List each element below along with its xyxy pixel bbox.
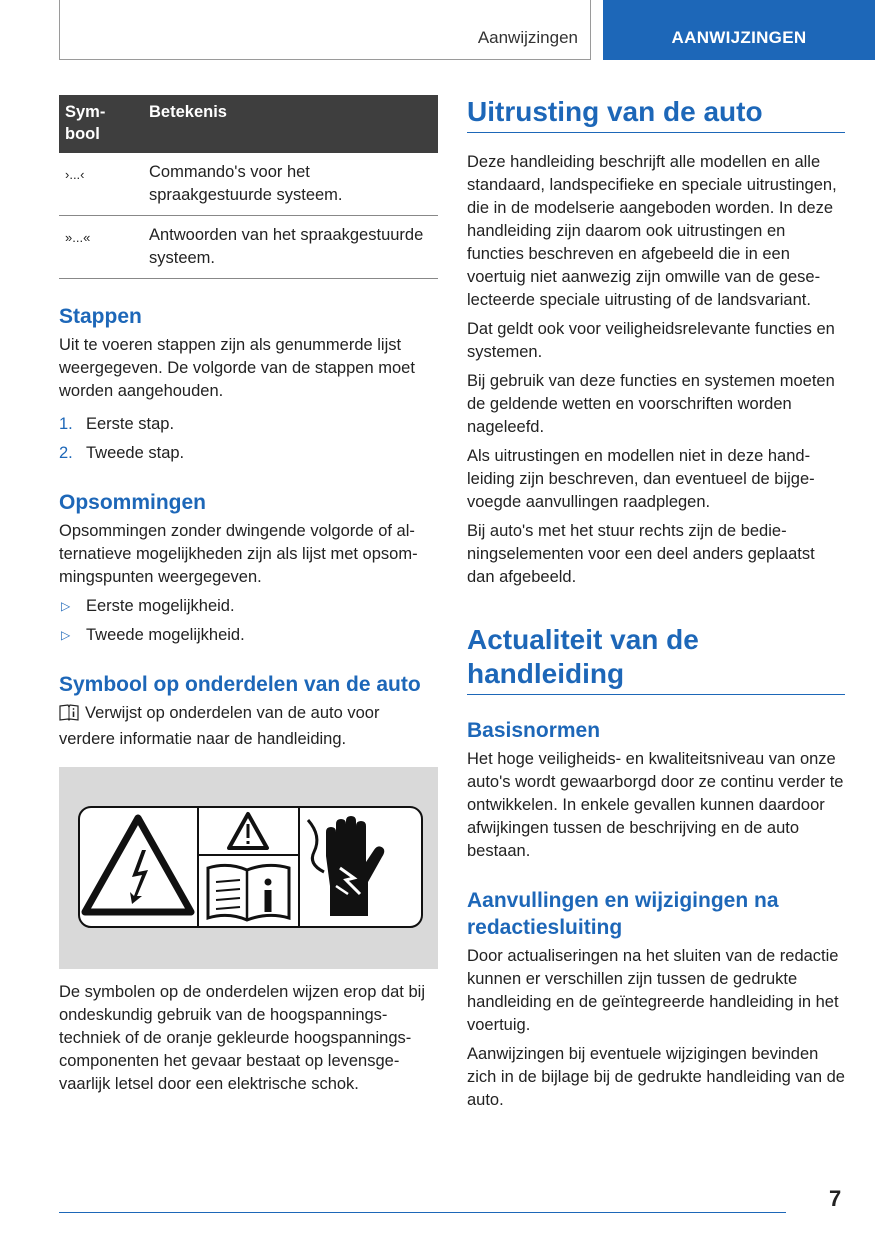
enumerations-intro: Opsommingen zonder dwingende volgorde of alternatieve mogelijkheden zijn als lijst met opsommingspunten weergegeven. [59, 522, 418, 586]
warning-label-image [59, 767, 438, 969]
right-column [467, 95, 845, 1118]
steps-list [59, 413, 438, 465]
equipment-paragraph: Bij auto's met het stuur rechts zijn de bedieningselementen voor een deel anders geplaatst dan afgebeeld. [467, 522, 815, 586]
header-section-text: Aanwijzingen [477, 28, 578, 47]
list-item: ▷ Tweede mogelijkheid. [59, 624, 438, 647]
basis-text: Het hoge veiligheids- en kwaliteitsniveau van onze auto's wordt gewaarborgd door ze continu verder te ontwikkelen. In enkele gevallen kunnen daardoor afwijkingen tussen de beschrijving en de auto bestaan. [467, 750, 844, 860]
equipment-paragraph: Dat geldt ook voor veiligheidsrelevante functies en systemen. [467, 320, 835, 361]
steps-intro: Uit te voeren stappen zijn als genummerde lijst weergegeven. De volgorde van de stappen moet worden aangehouden. [59, 336, 415, 400]
header-frame [59, 0, 591, 60]
symbol-parts-heading: Symbool op onderdelen van de auto [59, 673, 421, 696]
page-number: 7 [829, 1186, 842, 1211]
enumerations-heading: Opsommingen [59, 491, 207, 514]
list-item: ▷ Eerste mogelijkheid. [59, 595, 438, 618]
equipment-heading: Uitrusting van de auto [467, 95, 845, 133]
actuality-heading: Actualiteit van de handleiding [467, 623, 845, 695]
table-cell-meaning: Antwoorden van het spraakgestuurde systeem. [143, 216, 438, 279]
basis-heading: Basisnormen [467, 719, 601, 742]
step-number: 2. [59, 444, 73, 462]
table-cell-symbol: »...« [59, 216, 143, 279]
symbol-parts-text: Verwijst op onderdelen van de auto voor verdere informatie naar de handleiding. [59, 704, 380, 748]
list-item: 1. Eerste stap. [59, 413, 438, 436]
equipment-paragraph: Deze handleiding beschrijft alle modellen en alle standaard, landspecifieke en speciale uitrustingen, die in de modelserie aangeboden worden. In deze handleiding zijn daarom ook uitrustingen en functies beschreven en afgebeeld die in een voertuig niet aanwezig zijn omwille van de geselecteerde speciale uitrusting of de landsvariant. [467, 153, 837, 309]
bullet-triangle-icon: ▷ [61, 628, 71, 642]
book-info-icon [59, 704, 79, 728]
equipment-paragraph: Bij gebruik van deze functies en systemen moeten de geldende wetten en voorschriften worden nageleefd. [467, 372, 835, 436]
symbol-parts-after-text: De symbolen op de onderdelen wijzen erop dat bij ondeskundig gebruik van de hoogspanningstechniek of de oranje gekleurde hoogspanningscomponenten het gevaar bestaat op levensgevaarlijk letsel door een elektrische schok. [59, 983, 425, 1093]
enumerations-list [59, 595, 438, 647]
high-voltage-warning-label [78, 806, 423, 928]
table-row [59, 153, 438, 216]
updates-heading: Aanvullingen en wijzigingen na redactiesluiting [467, 889, 779, 939]
footer-rule [59, 1212, 786, 1213]
table-header-meaning: Betekenis [143, 95, 438, 153]
bullet-triangle-icon: ▷ [61, 599, 71, 613]
header-chapter-tab: AANWIJZINGEN [603, 0, 875, 60]
table-row [59, 216, 438, 279]
updates-paragraph: Aanwijzingen bij eventuele wijzigingen bevinden zich in de bijlage bij de gedrukte handleiding van de auto. [467, 1045, 845, 1109]
step-number: 1. [59, 415, 73, 433]
updates-paragraph: Door actualiseringen na het sluiten van de redactie kunnen er verschillen zijn tussen de gedrukte handleiding en de geïntegreerde handleiding in het voertuig. [467, 947, 839, 1034]
symbol-table [59, 95, 438, 279]
table-cell-symbol: ›...‹ [59, 153, 143, 216]
steps-heading: Stappen [59, 305, 142, 328]
table-cell-meaning: Commando's voor het spraakgestuurde systeem. [143, 153, 438, 216]
list-item: 2. Tweede stap. [59, 442, 438, 465]
left-column [59, 95, 438, 1102]
equipment-paragraph: Als uitrustingen en modellen niet in deze handleiding zijn beschreven, dan eventueel de bijgevoegde aanvullingen raadplegen. [467, 447, 815, 511]
table-header-symbol: Sym- bool [59, 95, 143, 153]
